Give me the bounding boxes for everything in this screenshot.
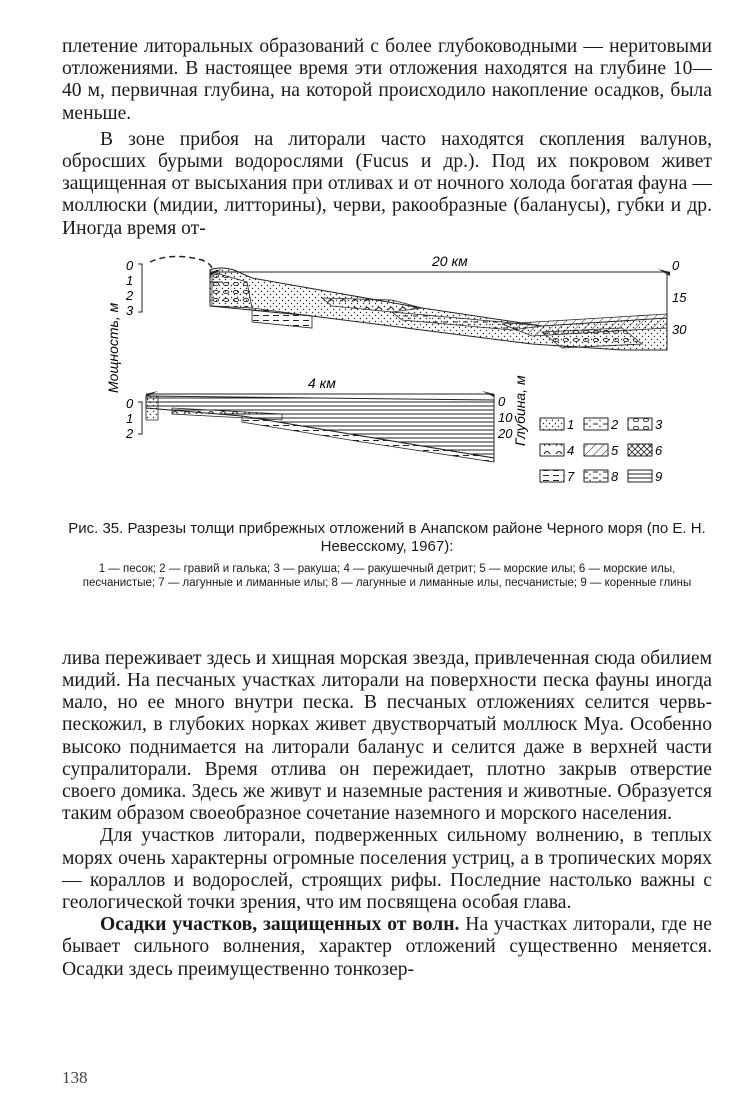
tick: 20 [498,425,513,441]
section-text: На участках литорали, где не бывает сильного волнения, характер отложений существенно меняется. Осадки здесь преимущественно тонкозер- [62,914,713,980]
legend-number: 4 [567,442,575,458]
figure-caption: Рис. 35. Разрезы толщи прибрежных отложений в Анапском районе Черного моря (по Е. Н. Невесскому, 1967): [68,519,706,555]
tick: 15 [672,289,687,305]
paragraph-4: Для участков литорали, подверженных сильному волнению, в теплых морях очень характерны огромные поселения устриц, а в тропических морях — кораллов и водорослей, строящих рифы. Последние настолько важны с геологической точки зрения, что им посвящена особая глава. [62,825,712,914]
tick: 0 [498,393,506,409]
right-axis-label: Глубина, м [512,375,528,446]
upper-scale-label: 20 км [432,252,468,269]
upper-left-ticks [125,258,134,318]
legend-number: 9 [655,468,663,484]
figure-35 [62,248,712,648]
lower-scale-label: 4 км [308,374,336,391]
legend-swatch-6 [628,444,652,456]
tick: 1 [126,272,134,288]
tick: 1 [126,410,134,426]
tick: 3 [126,302,134,318]
legend-number: 3 [655,416,663,432]
upper-right-ticks [672,258,687,337]
figure-legend-text: 1 — песок; 2 — гравий и галька; 3 — ракуша; 4 — ракушечный детрит; 5 — морские илы; 6 — морские илы, песчанистые; 7 — лагунные и лиманные илы; 8 — лагунные и лиманные илы, песчанистые; 9 — коренные глины [82,562,692,589]
legend-swatch-1 [540,418,564,430]
legend-swatch-9 [628,470,652,482]
legend-number: 6 [655,442,663,458]
legend-number: 8 [611,468,619,484]
paragraph-1: плетение литоральных образований с более глубоководными — неритовыми отложениями. В настоящее время эти отложения находятся на глубине 10—40 м, первичная глубина, на которой происходило накопление осадков, была меньше. [62,36,712,124]
tick: 30 [672,321,687,337]
legend-number: 2 [611,416,619,432]
figure-legend [540,417,663,484]
legend-swatch-2 [584,418,608,430]
legend-swatch-3 [628,418,652,430]
section-lead: Осадки участков, защищенных от волн. [100,914,460,936]
legend-swatch-5 [584,444,608,456]
legend-swatch-4 [540,444,564,456]
tick: 0 [126,395,134,411]
tick: 2 [126,287,134,303]
tick: 2 [126,425,134,441]
paragraph-5 [62,914,712,981]
page-number: 138 [62,1068,88,1087]
tick: 10 [498,409,513,425]
paragraph-3: лива переживает здесь и хищная морская звезда, привлеченная сюда обилием мидий. На песчаных участках литорали на поверхности песка фауны иногда мало, но ее много внутри песка. В песчаных отложениях селится червь-пескожил, в глубоких норках живет двустворчатый моллюск Муа. Особенно высоко поднимается на литорали баланус и селится даже в верхней части супралиторали. Время отлива он пережидает, плотно закрыв отверстие своего домика. Здесь же живут и наземные растения и животные. Образуется таким образом своеобразное сочетание наземного и морского населения. [62,647,712,825]
lower-right-ticks [497,394,513,441]
tick: 0 [126,257,134,273]
page-body [62,36,712,981]
paragraph-2: В зоне прибоя на литорали часто находятся скопления валунов, обросших бурыми водорослями (Fucus и др.). Под их покровом живет защищенная от высыхания при отливах и от ночного холода богатая фауна — моллюски (мидии, литторины), черви, ракообразные (баланусы), губки и др. Иногда время от- [62,128,712,239]
figure-drawing [62,248,712,520]
upper-section [150,256,670,350]
legend-number: 5 [611,442,619,458]
tick: 0 [672,257,680,273]
legend-number: 1 [567,416,575,432]
legend-number: 7 [567,468,575,484]
legend-swatch-7 [540,470,564,482]
lower-section [146,391,494,462]
lower-left-ticks [125,396,134,441]
legend-swatch-8 [584,470,608,482]
left-axis-label: Мощность, м [105,302,121,393]
